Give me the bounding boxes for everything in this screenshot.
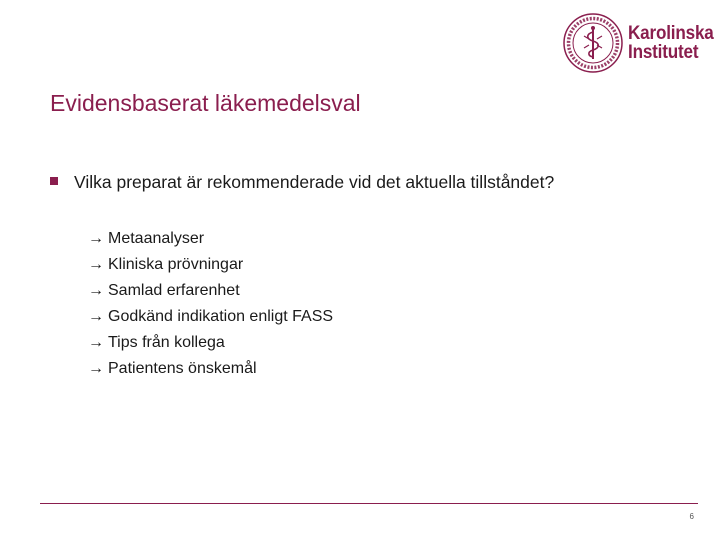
arrow-right-icon: → bbox=[88, 282, 104, 299]
list-item-text: Godkänd indikation enligt FASS bbox=[108, 308, 334, 325]
list-item-text: Tips från kollega bbox=[108, 334, 225, 351]
list-item bbox=[88, 358, 333, 384]
slide-title: Evidensbaserat läkemedelsval bbox=[50, 90, 361, 116]
sub-bullet-list bbox=[88, 228, 333, 384]
karolinska-seal-icon bbox=[562, 12, 624, 74]
karolinska-logo bbox=[562, 12, 712, 76]
list-item-text: Kliniska prövningar bbox=[108, 256, 244, 273]
list-item bbox=[88, 332, 333, 358]
arrow-right-icon: → bbox=[88, 230, 104, 247]
square-bullet-icon bbox=[50, 177, 58, 185]
list-item-text: Patientens önskemål bbox=[108, 360, 257, 377]
footer-divider bbox=[40, 503, 698, 504]
question-text: Vilka preparat är rekommenderade vid det aktuella tillståndet? bbox=[74, 172, 555, 192]
main-bullet bbox=[50, 172, 554, 193]
logo-wordmark bbox=[628, 24, 720, 62]
arrow-right-icon: → bbox=[88, 256, 104, 273]
logo-line-1: Karolinska bbox=[628, 23, 714, 44]
list-item-text: Metaanalyser bbox=[108, 230, 205, 247]
arrow-right-icon: → bbox=[88, 334, 104, 351]
arrow-right-icon: → bbox=[88, 360, 104, 377]
list-item bbox=[88, 306, 333, 332]
list-item bbox=[88, 280, 333, 306]
list-item bbox=[88, 254, 333, 280]
logo-line-2: Institutet bbox=[628, 42, 699, 63]
list-item bbox=[88, 228, 333, 254]
arrow-right-icon: → bbox=[88, 308, 104, 325]
list-item-text: Samlad erfarenhet bbox=[108, 282, 240, 299]
page-number: 6 bbox=[689, 512, 694, 521]
